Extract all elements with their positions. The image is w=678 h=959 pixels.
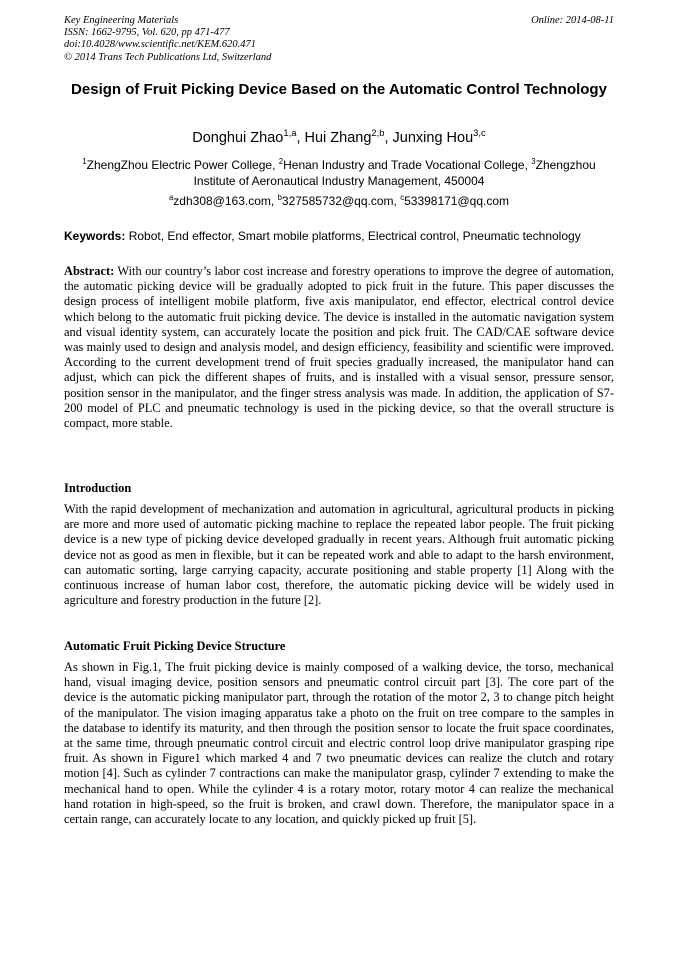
abstract-text: With our country’s labor cost increase and forestry operations to improve the degree of automation, the automatic picking device will be gradually adopted to pick fruit in the future. This paper discusses the design process of intelligent mobile platform, five axis manipulator, end effector, electrical control device which belong to the automatic fruit picking device. The device is installed in the automatic navigation system and visual identity system, can accurately locate the position and pick fruit. The CAD/CAE software device was mainly used to design and analysis model, and design efficiency, feasibility and scientific were improved. According to the current development trend of fruit species gradually increased, the manipulator hand can adjust, which can pick the different shapes of fruits, and is installed with a visual sensor, pressure sensor, position sensor in the manipulator, and the finger stress analysis was made. In addition, the application of S7-200 model of PLC and pneumatic technology is used in the picking device, so that the overall structure is compact, more stable. [64, 264, 614, 431]
affiliation-mark: 2 [278, 157, 284, 166]
issn-line: ISSN: 1662-9795, Vol. 620, pp 471-477 [64, 27, 230, 39]
author-affiliation-mark: 3,c [473, 127, 486, 139]
author-name: Donghui Zhao [192, 130, 284, 146]
email-mark: c [400, 193, 405, 202]
doi-line: doi:10.4028/www.scientific.net/KEM.620.471 [64, 39, 256, 51]
affiliation-mark: 3 [531, 157, 536, 166]
author-affiliation-mark: 1,a [283, 127, 297, 139]
keywords-text: Robot, End effector, Smart mobile platforms, Electrical control, Pneumatic technology [128, 229, 581, 243]
author-emails [64, 193, 614, 209]
affiliation-text: Henan Industry and Trade Vocational College, [283, 158, 528, 172]
affiliations [64, 157, 614, 189]
online-date: Online: 2014-08-11 [531, 15, 614, 26]
section-heading-structure: Automatic Fruit Picking Device Structure [64, 639, 286, 653]
affiliation-text: ZhengZhou Electric Power College, [86, 158, 276, 172]
author-affiliation-mark: 2,b [371, 127, 385, 139]
email-link[interactable]: zdh308@163.com, [173, 194, 275, 208]
email-mark: b [277, 193, 282, 202]
keywords-label: Keywords: [64, 229, 126, 243]
journal-header [64, 15, 271, 64]
section-body-structure: As shown in Fig.1, The fruit picking device is mainly composed of a walking device, the torso, mechanical hand, visual imaging device, position sensors and pneumatic control circuit part [3]. The core part of the device is the automatic picking manipulator part, through the rotation of the motor 2, 3 to change pitch height of the manipulator. The vision imaging apparatus take a photo on the fruit on tree compare to the samples in the database to identify its maturity, and then through the position sensor to locate the fruit space coordinates, at the same time, through pneumatic control circuit and electric control loop drive manipulator grasping ripe fruit. As shown in Figure1 which marked 4 and 7 two pneumatic devices can realize the clutch and rotary motion [4]. Such as cylinder 7 contractions can make the manipulator grasp, cylinder 7 extending to make the mechanical hand to open. While the cylinder 4 is a rotary motor, rotary motor 4 can realize the mechanical hand rotation in high-speed, so the fruit is broken, and crawl down. Therefore, the manipulator space in a certain range, can accurately locate to any location, and quickly picked up fruit [5]. [64, 660, 614, 827]
author-name: Hui Zhang [304, 130, 372, 146]
paper-title: Design of Fruit Picking Device Based on the Automatic Control Technology [71, 81, 607, 98]
author-list: Donghui Zhao$^{1,a}$, Hui Zhang$^{2,b}$, Junxing Hou$^{3,c}$ [192, 127, 486, 146]
abstract-label: Abstract: [64, 264, 115, 278]
email-mark: a [168, 193, 174, 202]
email-link[interactable]: 327585732@qq.com, [281, 194, 397, 208]
affiliation-mark: 1 [82, 157, 87, 166]
copyright-line: © 2014 Trans Tech Publications Ltd, Switzerland [64, 51, 272, 63]
keywords-line [64, 228, 624, 244]
email-link[interactable]: 53398171@qq.com [404, 194, 510, 208]
journal-name: Key Engineering Materials [64, 15, 179, 26]
section-body-introduction: With the rapid development of mechanization and automation in agricultural, agricultural products in picking are more and more used of automatic picking machine to replace the repeated labor people. The fruit picking device is a new type of picking device developed gradually in recent years. Although fruit automatic picking device not as good as men in flexible, but it can be repeated work and able to adapt to the harsh environment, can automatic sorting, large carrying capacity, accurate positioning and stable property [1] Along with the continuous increase of human labor cost, therefore, the automatic picking device will be widely used in agriculture and forestry production in the future [2]. [64, 502, 614, 608]
affiliation-text: Zhengzhou Institute of Aeronautical Industry Management, 450004 [193, 158, 596, 188]
section-heading-introduction: Introduction [64, 481, 132, 495]
author-name: Junxing Hou [392, 130, 474, 146]
abstract [64, 264, 614, 431]
